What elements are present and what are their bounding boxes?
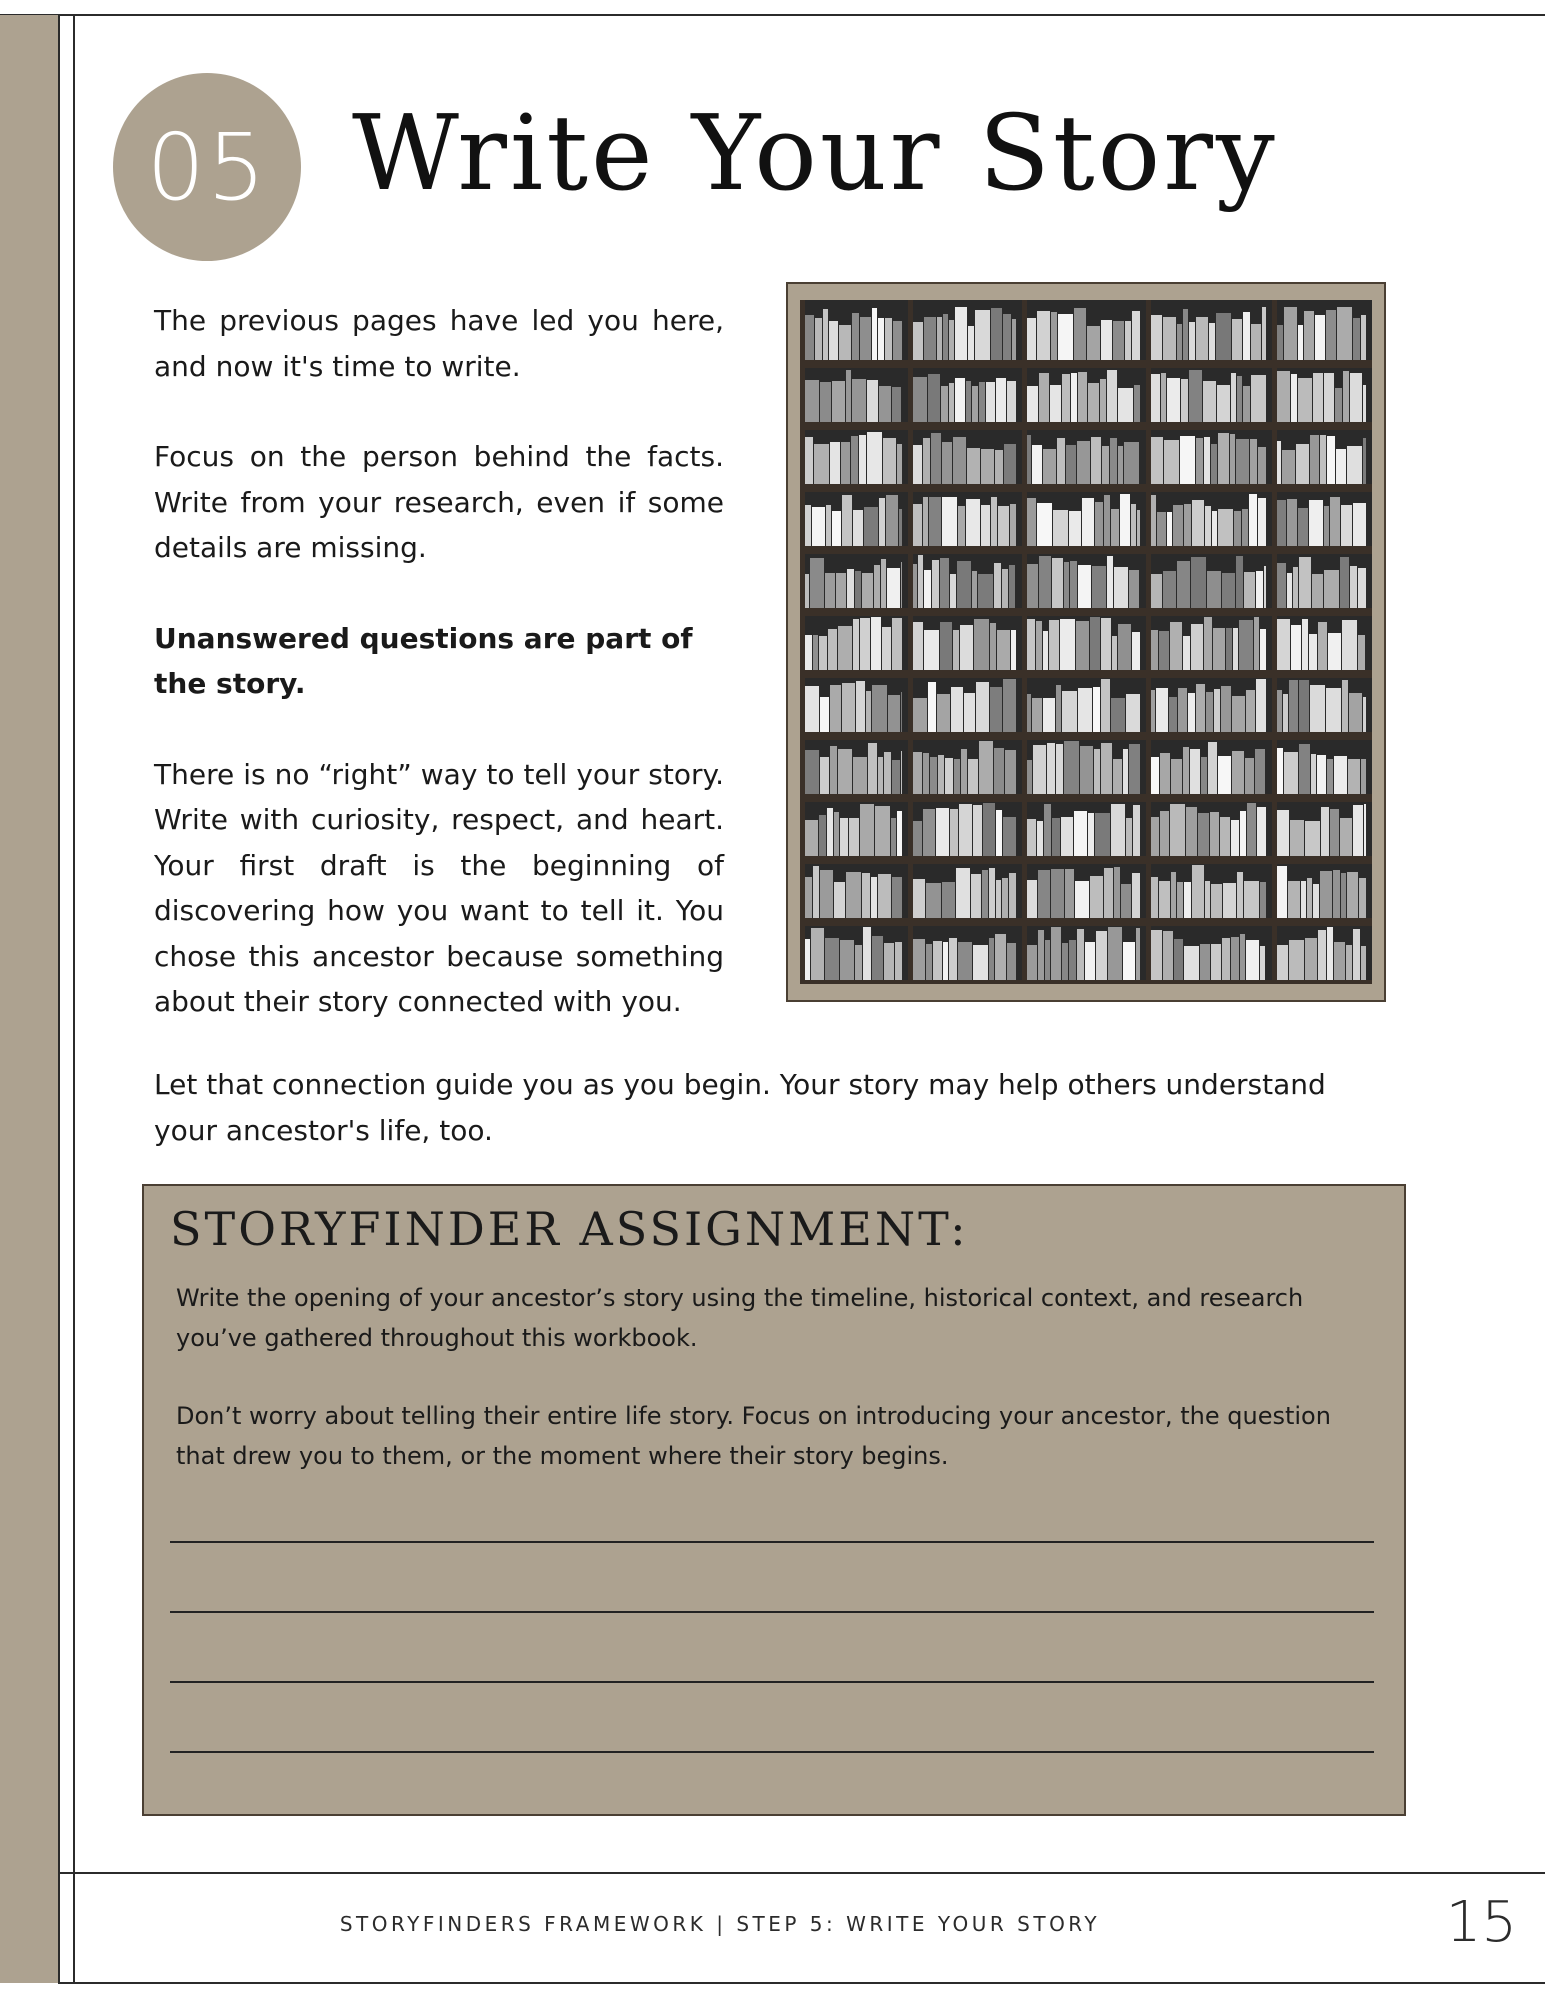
assignment-paragraph: Don’t worry about telling their entire life story. Focus on introducing your ancestor, the question that drew you to them, or the moment where their story begins. bbox=[176, 1402, 1331, 1470]
bookshelf-photo bbox=[800, 300, 1372, 984]
assignment-box bbox=[142, 1184, 1406, 1816]
side-rule bbox=[73, 15, 75, 1983]
intro-paragraph: The previous pages have led you here, and now it's time to write. bbox=[154, 304, 724, 383]
step-badge bbox=[113, 73, 301, 261]
bookshelf-photo-frame bbox=[786, 282, 1386, 1002]
writing-line[interactable] bbox=[170, 1681, 1374, 1683]
top-rule bbox=[0, 14, 1545, 16]
intro-paragraph: There is no “right” way to tell your story. Write with curiosity, respect, and heart. Your first draft is the beginning of discovering how you want to tell it. You chose this ancestor because something about their story connected with you. bbox=[154, 757, 724, 1018]
writing-line[interactable] bbox=[170, 1611, 1374, 1613]
writing-line[interactable] bbox=[170, 1751, 1374, 1753]
footer-rule bbox=[58, 1872, 1545, 1874]
page-title: Write Your Story bbox=[352, 92, 1278, 214]
assignment-instructions bbox=[176, 1278, 1336, 1514]
intro-text bbox=[154, 298, 724, 1070]
assignment-heading: STORYFINDER ASSIGNMENT: bbox=[170, 1202, 969, 1256]
writing-line[interactable] bbox=[170, 1541, 1374, 1543]
bottom-rule bbox=[58, 1982, 1545, 1984]
footer-text: STORYFINDERS FRAMEWORK | STEP 5: WRITE YOUR STORY bbox=[339, 1912, 1101, 1936]
page-number: 15 bbox=[1445, 1890, 1517, 1955]
closing-paragraph: Let that connection guide you as you begin. Your story may help others understand your ancestor's life, too. bbox=[154, 1068, 1326, 1147]
side-accent-strip bbox=[0, 15, 60, 1983]
intro-emphasis: Unanswered questions are part of the story. bbox=[154, 621, 693, 700]
intro-paragraph: Focus on the person behind the facts. Write from your research, even if some details are missing. bbox=[154, 440, 724, 564]
assignment-paragraph: Write the opening of your ancestor’s story using the timeline, historical context, and research you’ve gathered throughout this workbook. bbox=[176, 1284, 1304, 1352]
step-number: 05 bbox=[146, 113, 268, 221]
